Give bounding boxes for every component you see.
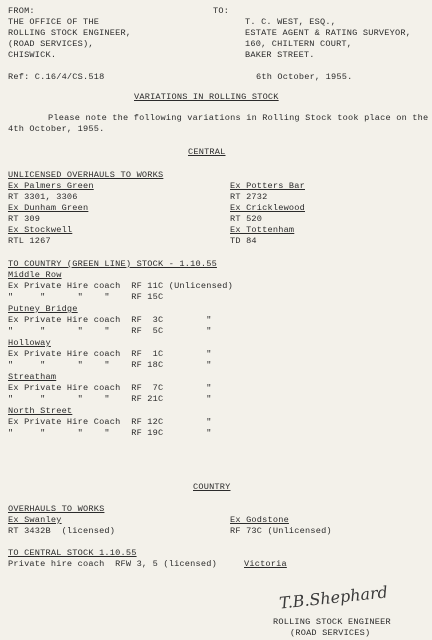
garage-line-5a: Ex Private Hire Coach RF 12C "	[8, 417, 212, 427]
to-country-heading: TO COUNTRY (GREEN LINE) STOCK - 1.10.55	[8, 259, 217, 269]
to-label: TO:	[213, 6, 230, 16]
overhaul-from-left-2: Ex Dunham Green	[8, 203, 89, 213]
garage-line-4b: " " " " RF 21C "	[8, 394, 212, 404]
garage-line-1b: " " " " RF 15C	[8, 292, 164, 302]
overhaul-from-right-1: Ex Potters Bar	[230, 181, 305, 191]
overhaul-from-right-2: Ex Cricklewood	[230, 203, 305, 213]
overhaul-stock-left-1: RT 3301, 3306	[8, 192, 78, 202]
intro-line-1: Please note the following variations in Rolling Stock took place on the	[48, 113, 429, 123]
handwritten-signature: T.B.Shephard	[278, 582, 389, 613]
garage-line-3a: Ex Private Hire coach RF 1C "	[8, 349, 212, 359]
from-line-4: CHISWICK.	[8, 50, 57, 60]
from-line-3: (ROAD SERVICES),	[8, 39, 94, 49]
overhaul-stock-left-2: RT 309	[8, 214, 41, 224]
garage-line-4a: Ex Private Hire coach RF 7C "	[8, 383, 212, 393]
country-stock-right: RF 73C (Unlicensed)	[230, 526, 332, 536]
overhaul-stock-right-1: RT 2732	[230, 192, 268, 202]
garage-line-3b: " " " " RF 18C "	[8, 360, 212, 370]
overhauls-to-works-heading: OVERHAULS TO WORKS	[8, 504, 105, 514]
memo-date: 6th October, 1955.	[256, 72, 353, 82]
intro-line-2: 4th October, 1955.	[8, 124, 105, 134]
from-label: FROM:	[8, 6, 35, 16]
signatory-title-2: (ROAD SERVICES)	[290, 628, 371, 638]
reference: Ref: C.16/4/CS.518	[8, 72, 105, 82]
overhaul-stock-left-3: RTL 1267	[8, 236, 51, 246]
garage-line-2b: " " " " RF 5C "	[8, 326, 212, 336]
garage-name-4: Streatham	[8, 372, 57, 382]
garage-name-2: Putney Bridge	[8, 304, 78, 314]
garage-line-1a: Ex Private Hire coach RF 11C (Unlicensed)	[8, 281, 233, 291]
garage-name-3: Holloway	[8, 338, 51, 348]
country-heading: COUNTRY	[193, 482, 231, 492]
central-stock-place: Victoria	[244, 559, 287, 569]
from-line-2: ROLLING STOCK ENGINEER,	[8, 28, 132, 38]
to-line-4: BAKER STREET.	[245, 50, 315, 60]
memo-title: VARIATIONS IN ROLLING STOCK	[134, 92, 279, 102]
to-line-2: ESTATE AGENT & RATING SURVEYOR,	[245, 28, 412, 38]
garage-name-1: Middle Row	[8, 270, 62, 280]
garage-name-5: North Street	[8, 406, 73, 416]
from-line-1: THE OFFICE OF THE	[8, 17, 100, 27]
overhaul-from-right-3: Ex Tottenham	[230, 225, 295, 235]
unlicensed-overhauls-heading: UNLICENSED OVERHAULS TO WORKS	[8, 170, 164, 180]
to-central-stock-heading: TO CENTRAL STOCK 1.10.55	[8, 548, 137, 558]
country-stock-left: RT 3432B (licensed)	[8, 526, 116, 536]
to-line-1: T. C. WEST, ESQ.,	[245, 17, 337, 27]
signatory-title-1: ROLLING STOCK ENGINEER	[273, 617, 391, 627]
central-heading: CENTRAL	[188, 147, 226, 157]
central-stock-line: Private hire coach RFW 3, 5 (licensed)	[8, 559, 217, 569]
overhaul-from-left-1: Ex Palmers Green	[8, 181, 94, 191]
garage-line-2a: Ex Private Hire coach RF 3C "	[8, 315, 212, 325]
overhaul-stock-right-3: TD 84	[230, 236, 257, 246]
country-from-right: Ex Godstone	[230, 515, 289, 525]
country-from-left: Ex Swanley	[8, 515, 62, 525]
overhaul-stock-right-2: RT 520	[230, 214, 263, 224]
garage-line-5b: " " " " RF 19C "	[8, 428, 212, 438]
to-line-3: 160, CHILTERN COURT,	[245, 39, 353, 49]
overhaul-from-left-3: Ex Stockwell	[8, 225, 73, 235]
